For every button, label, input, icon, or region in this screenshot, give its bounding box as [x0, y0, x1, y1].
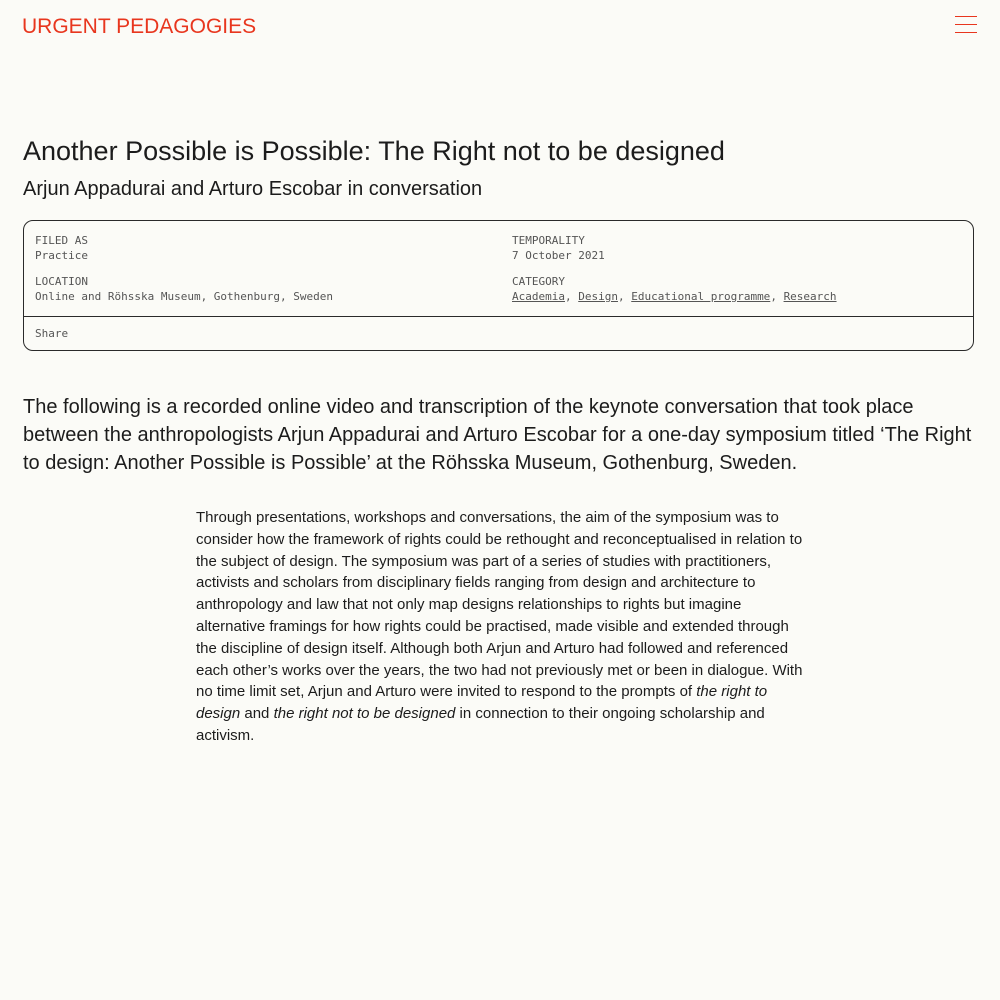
body-paragraph	[196, 507, 808, 747]
body-text-part: in connection to their ongoing scholarship and activism.	[196, 705, 765, 744]
menu-icon-bar	[955, 32, 977, 33]
category-link-research[interactable]: Research	[783, 290, 837, 303]
page-title: Another Possible is Possible: The Right not to be designed	[23, 136, 725, 166]
body-text-part: Through presentations, workshops and conversations, the aim of the symposium was to consider how the framework of rights could be rethought and reconceptualised in relation to the subject of design. The symposium was part of a series of studies with practitioners, activists and scholars from disciplinary fields ranging from design and architecture to anthropology and law that not only map designs relationships to rights but imagine alternative framings for how rights could be practised, made visible and extended through the discipline of design itself. Although both Arjun and Arturo had followed and referenced each other’s works over the years, the two had not previously met or been in dialogue. With no time limit set, Arjun and Arturo were invited to respond to the prompts of	[196, 509, 803, 701]
menu-icon-bar	[955, 16, 977, 17]
category-label: CATEGORY	[512, 275, 565, 288]
category-link-academia[interactable]: Academia	[512, 290, 565, 303]
article-metadata-panel	[23, 220, 974, 351]
metadata-divider	[24, 316, 973, 317]
intro-paragraph: The following is a recorded online video and transcription of the keynote conversation that took place between the anthropologists Arjun Appadurai and Arturo Escobar for a one-day symposium titled ‘The Right to design: Another Possible is Possible’ at the Röhsska Museum, Gothenburg, Sweden.	[23, 396, 972, 474]
category-field	[512, 274, 837, 304]
filed-as-field	[35, 233, 88, 263]
category-link-educational-programme[interactable]: Educational programme	[631, 290, 771, 303]
location-field	[35, 274, 333, 304]
temporality-value: 7 October 2021	[512, 249, 605, 262]
temporality-field	[512, 233, 605, 263]
page-subtitle: Arjun Appadurai and Arturo Escobar in conversation	[23, 178, 483, 200]
filed-as-label: FILED AS	[35, 234, 88, 247]
category-link-design[interactable]: Design	[578, 290, 618, 303]
category-separator: ,	[564, 290, 579, 303]
category-separator: ,	[617, 290, 632, 303]
menu-icon-bar	[955, 24, 977, 25]
category-list	[512, 289, 837, 304]
site-title-link[interactable]: URGENT PEDAGOGIES	[22, 15, 257, 38]
temporality-label: TEMPORALITY	[512, 234, 585, 247]
body-emphasis-right-to-design: the right to design	[196, 683, 768, 723]
body-text-part: and	[240, 705, 274, 723]
body-emphasis-right-not-to-be-designed: the right not to be designed	[273, 705, 456, 723]
filed-as-value: Practice	[35, 249, 88, 262]
category-separator: ,	[770, 290, 784, 303]
location-label: LOCATION	[35, 275, 88, 288]
share-button[interactable]: Share	[35, 327, 69, 340]
hamburger-menu-icon[interactable]	[955, 16, 977, 36]
location-value: Online and Röhsska Museum, Gothenburg, Sweden	[35, 290, 334, 303]
